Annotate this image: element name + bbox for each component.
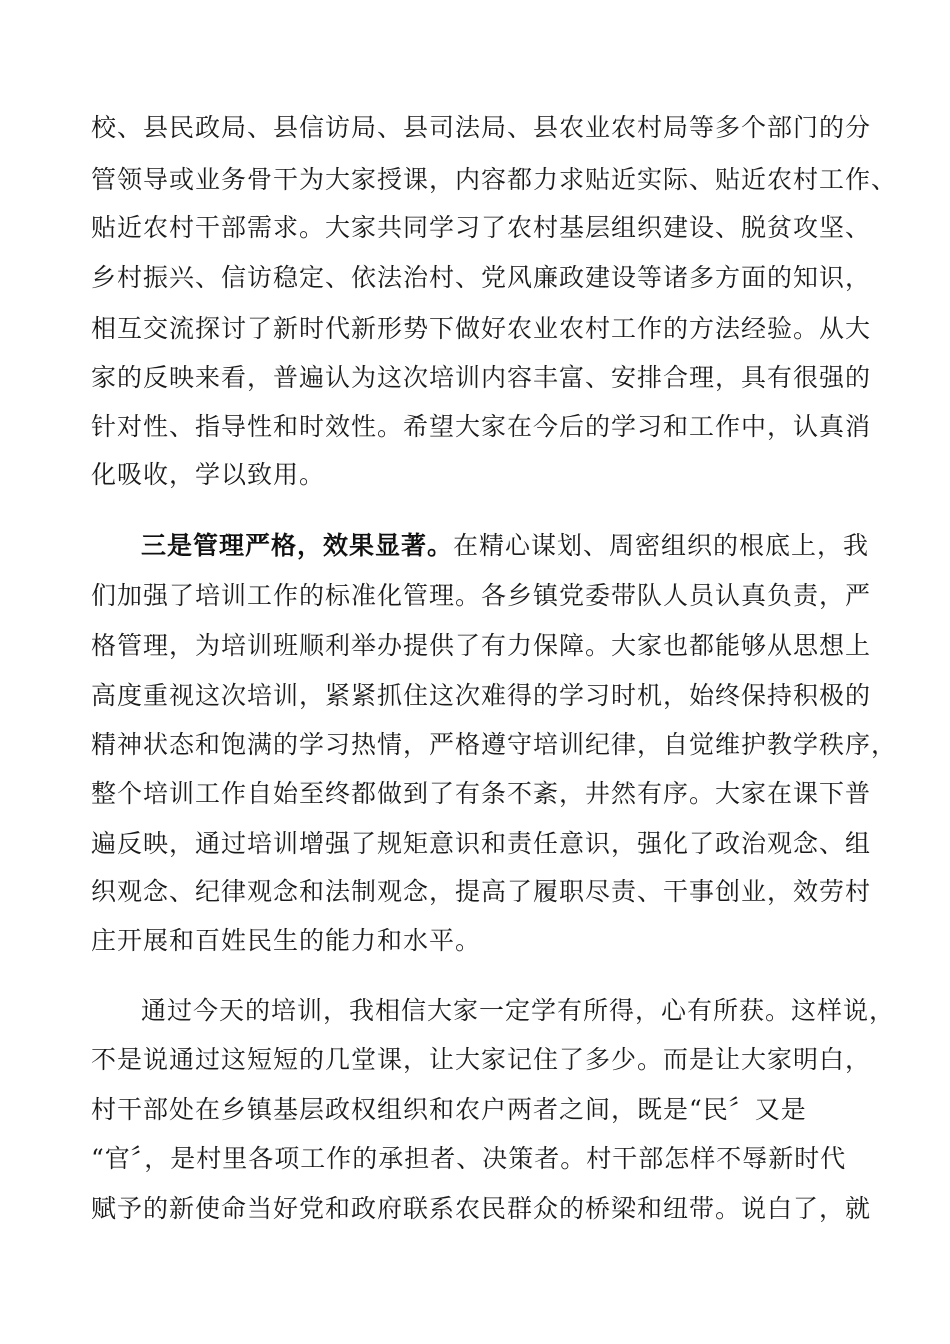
paragraph-1-line-5: 相互交流探讨了新时代新形势下做好农业农村工作的方法经验。从大 bbox=[91, 314, 872, 343]
paragraph-2-line-2: 们加强了培训工作的标准化管理。各乡镇党委带队人员认真负责，严 bbox=[91, 581, 872, 610]
paragraph-2-heading: 三是管理严格，效果显著。 bbox=[141, 531, 454, 560]
paragraph-1-line-2: 管领导或业务骨干为大家授课，内容都力求贴近实际、贴近农村工作、 bbox=[91, 165, 898, 194]
paragraph-2-first-line-text: 在精心谋划、周密组织的根底上，我 bbox=[453, 531, 870, 560]
paragraph-2-line-3: 格管理，为培训班顺利举办提供了有力保障。大家也都能够从思想上 bbox=[91, 631, 872, 660]
paragraph-2-line-8: 织观念、纪律观念和法制观念，提高了履职尽责、干事创业，效劳村 bbox=[91, 877, 872, 906]
paragraph-2-line-5: 精神状态和饱满的学习热情，严格遵守培训纪律，自觉维护教学秩序， bbox=[91, 730, 898, 759]
paragraph-2-line-4: 高度重视这次培训，紧紧抓住这次难得的学习时机，始终保持积极的 bbox=[91, 681, 872, 710]
paragraph-3-line-1: 通过今天的培训，我相信大家一定学有所得，心有所获。这样说， bbox=[141, 996, 896, 1025]
paragraph-2-line-9: 庄开展和百姓民生的能力和水平。 bbox=[91, 926, 482, 955]
paragraph-3-line-3: 村干部处在乡镇基层政权组织和农户两者之间，既是“民〞又是 bbox=[91, 1095, 807, 1124]
paragraph-2-line-7: 遍反映，通过培训增强了规矩意识和责任意识，强化了政治观念、组 bbox=[91, 829, 872, 858]
paragraph-1-line-7: 针对性、指导性和时效性。希望大家在今后的学习和工作中，认真消 bbox=[91, 412, 872, 441]
paragraph-2-line-6: 整个培训工作自始至终都做到了有条不紊，井然有序。大家在课下普 bbox=[91, 779, 872, 808]
paragraph-3-line-4: “官〞，是村里各项工作的承担者、决策者。村干部怎样不辱新时代 bbox=[91, 1144, 847, 1173]
paragraph-1-line-4: 乡村振兴、信访稳定、依法治村、党风廉政建设等诸多方面的知识， bbox=[91, 263, 872, 292]
paragraph-1-line-6: 家的反映来看，普遍认为这次培训内容丰富、安排合理，具有很强的 bbox=[91, 363, 872, 392]
paragraph-3-line-2: 不是说通过这短短的几堂课，让大家记住了多少。而是让大家明白， bbox=[91, 1045, 872, 1074]
paragraph-2-line-1 bbox=[141, 530, 869, 562]
paragraph-1-line-3: 贴近农村干部需求。大家共同学习了农村基层组织建设、脱贫攻坚、 bbox=[91, 213, 872, 242]
paragraph-1-line-8: 化吸收，学以致用。 bbox=[91, 460, 326, 489]
paragraph-1-line-1: 校、县民政局、县信访局、县司法局、县农业农村局等多个部门的分 bbox=[91, 113, 872, 142]
paragraph-3-line-5: 赋予的新使命当好党和政府联系农民群众的桥梁和纽带。说白了，就 bbox=[91, 1194, 872, 1223]
